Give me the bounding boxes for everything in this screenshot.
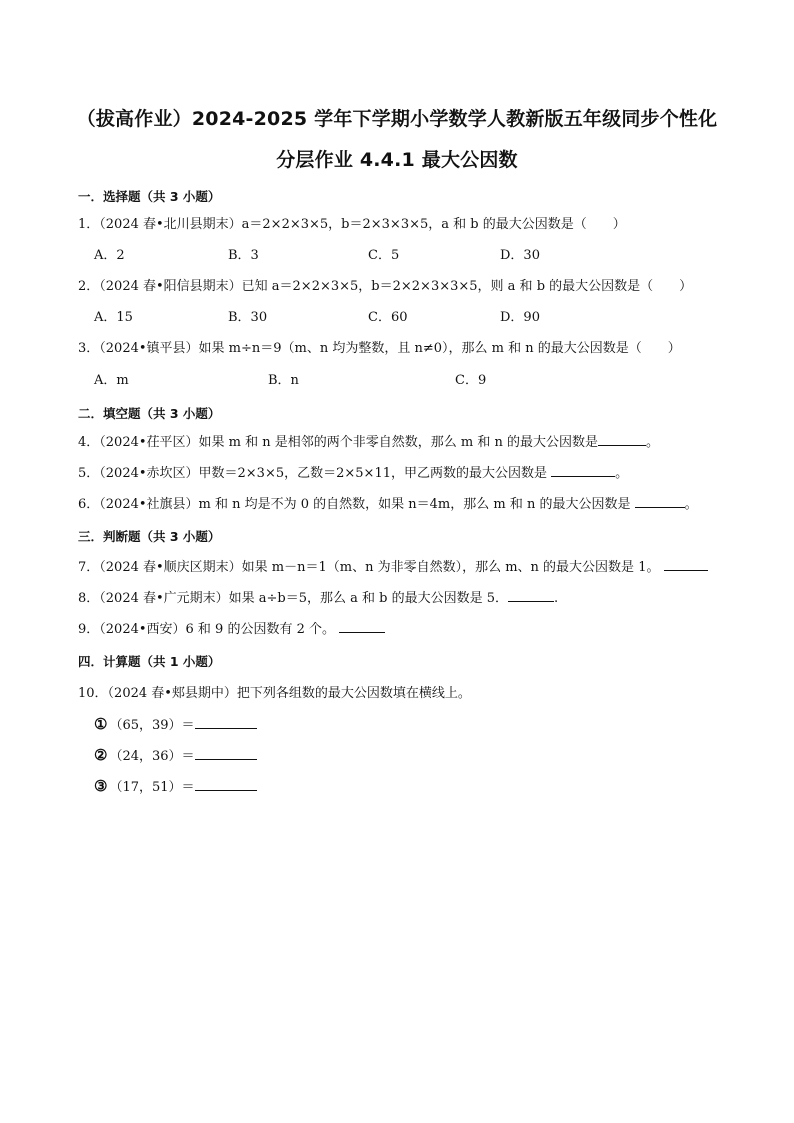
section-heading-calc: 四．计算题（共 1 小题） xyxy=(78,654,221,669)
circled-number-1: ① xyxy=(94,715,108,733)
section-heading-fill: 二．填空题（共 3 小题） xyxy=(78,406,221,421)
answer-blank[interactable] xyxy=(195,778,257,791)
question-9 xyxy=(78,620,385,639)
page-title-line-2: 分层作业 4.4.1 最大公因数 xyxy=(276,149,518,171)
q3-option-a: A．m xyxy=(94,373,129,388)
answer-blank[interactable] xyxy=(195,716,257,729)
question-4-text: 4．（2024•茌平区）如果 m 和 n 是相邻的两个非零自然数，那么 m 和 n 的最大公因数是 xyxy=(78,435,598,450)
page-title-line-1: （拔高作业）2024-2025 学年下学期小学数学人教新版五年级同步个性化 xyxy=(76,108,718,130)
question-10: 10．（2024 春•郏县期中）把下列各组数的最大公因数填在横线上。 xyxy=(78,686,471,701)
section-heading-choice: 一．选择题（共 3 小题） xyxy=(78,189,221,204)
q2-option-c: C．60 xyxy=(368,310,408,325)
question-4 xyxy=(78,433,659,452)
section-heading-judge: 三．判断题（共 3 小题） xyxy=(78,529,221,544)
question-1: 1．（2024 春•北川县期末）a＝2×2×3×5，b＝2×3×3×5，a 和 b 的最大公因数是（ ） xyxy=(78,217,626,232)
question-5 xyxy=(78,464,628,483)
question-9-text: 9．（2024•西安）6 和 9 的公因数有 2 个。 xyxy=(78,622,340,637)
question-6-tail: 。 xyxy=(684,497,698,512)
answer-blank[interactable] xyxy=(551,464,615,477)
q1-option-c: C．5 xyxy=(368,248,400,263)
q2-option-b: B．30 xyxy=(228,310,268,325)
question-2: 2．（2024 春•阳信县期末）已知 a＝2×2×3×5，b＝2×2×3×3×5，则 a 和 b 的最大公因数是（ ） xyxy=(78,279,693,294)
question-6-text: 6．（2024•社旗县）m 和 n 均是不为 0 的自然数，如果 n＝4m，那么 m 和 n 的最大公因数是 xyxy=(78,497,635,512)
question-3: 3．（2024•镇平县）如果 m÷n＝9（m、n 均为整数，且 n≠0），那么 m 和 n 的最大公因数是（ ） xyxy=(78,341,681,356)
q2-option-d: D．90 xyxy=(500,310,540,325)
q1-option-a: A．2 xyxy=(94,248,125,263)
q1-option-d: D．30 xyxy=(500,248,540,263)
q1-option-b: B．3 xyxy=(228,248,259,263)
answer-blank[interactable] xyxy=(664,558,708,571)
question-4-tail: 。 xyxy=(645,435,659,450)
q3-option-c: C．9 xyxy=(455,373,487,388)
question-8-text: 8．（2024 春•广元期末）如果 a÷b＝5，那么 a 和 b 的最大公因数是 5． xyxy=(78,591,509,606)
question-5-text: 5．（2024•赤坎区）甲数＝2×3×5，乙数＝2×5×11，甲乙两数的最大公因数是 xyxy=(78,466,552,481)
q10-item-1-text: （65，39）＝ xyxy=(109,718,195,733)
q3-option-b: B．n xyxy=(268,373,299,388)
answer-blank[interactable] xyxy=(195,747,257,760)
question-8 xyxy=(78,589,558,608)
q10-item-2 xyxy=(94,746,257,766)
answer-blank[interactable] xyxy=(598,433,646,446)
question-7-text: 7．（2024 春•顺庆区期末）如果 m－n＝1（m、n 为非零自然数），那么 m、n 的最大公因数是 1。 xyxy=(78,560,664,575)
circled-number-3: ③ xyxy=(94,777,108,795)
question-8-tail: . xyxy=(554,591,559,606)
question-6 xyxy=(78,495,698,514)
q10-item-3-text: （17，51）＝ xyxy=(109,780,195,795)
question-7 xyxy=(78,558,708,577)
question-5-tail: 。 xyxy=(615,466,629,481)
circled-number-2: ② xyxy=(94,746,108,764)
q10-item-1 xyxy=(94,715,257,735)
q2-option-a: A．15 xyxy=(94,310,133,325)
answer-blank[interactable] xyxy=(339,620,385,633)
answer-blank[interactable] xyxy=(508,589,554,602)
q10-item-3 xyxy=(94,777,257,797)
q10-item-2-text: （24，36）＝ xyxy=(109,749,195,764)
answer-blank[interactable] xyxy=(635,495,685,508)
